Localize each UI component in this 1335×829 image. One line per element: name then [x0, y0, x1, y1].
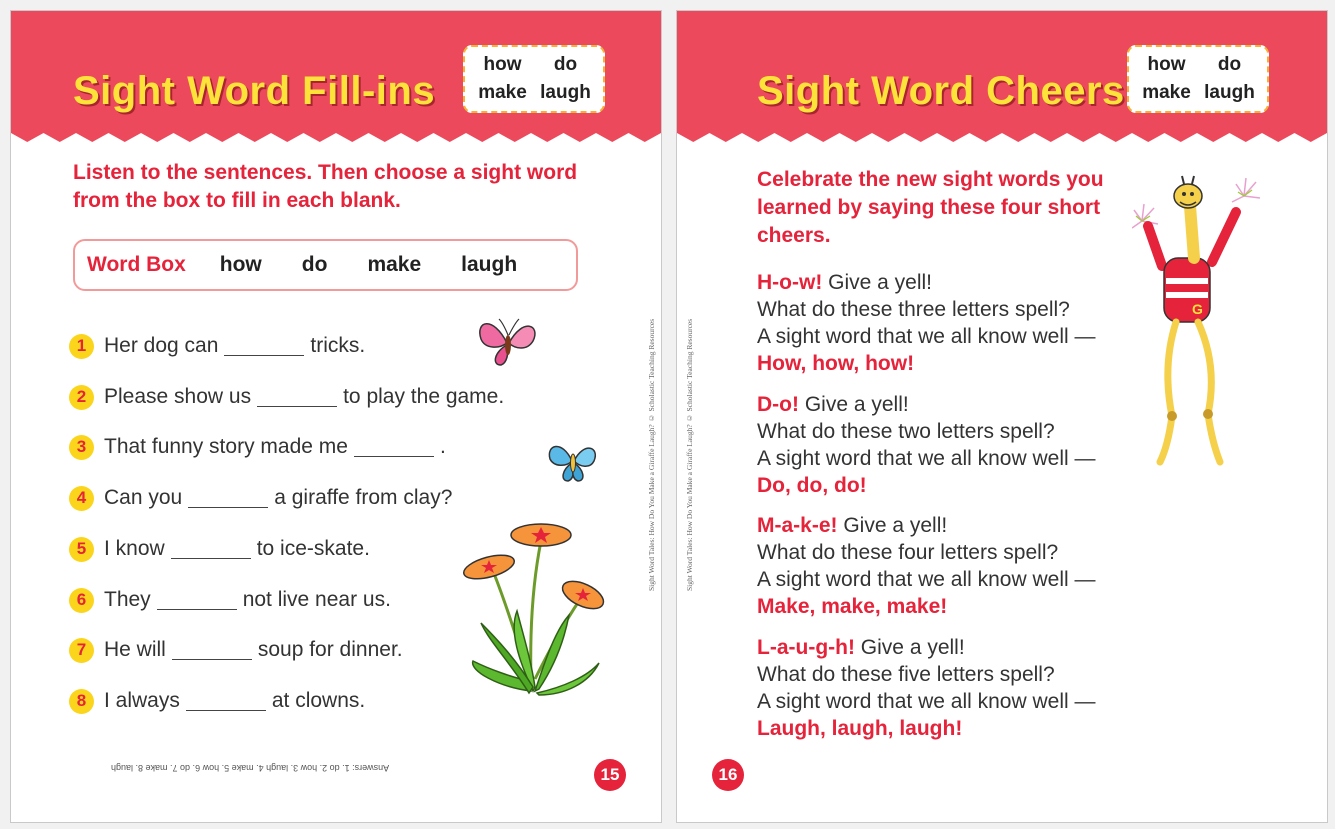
- page-title: Sight Word Cheers: [757, 69, 1125, 113]
- answer-blank[interactable]: [172, 641, 252, 660]
- cheer-text: What do these three letters spell?: [757, 298, 1070, 321]
- copyright-credit: Sight Word Tales: How Do You Make a Giraffe Laugh? © Scholastic Teaching Resources: [685, 318, 694, 591]
- answer-key: Answers: 1. do 2. how 3. laugh 4. make 5. how 6. do 7. make 8. laugh: [111, 763, 390, 773]
- sight-word-tag: [463, 45, 605, 113]
- word-box-word: make: [367, 253, 422, 276]
- butterfly-illustration: [473, 313, 543, 371]
- answer-blank[interactable]: [171, 540, 251, 559]
- sentence-item: [69, 585, 391, 615]
- cheer-text: A sight word that we all know well —: [757, 447, 1096, 470]
- answer-blank[interactable]: [188, 489, 268, 508]
- cheer-answer: Make, make, make!: [757, 595, 948, 618]
- page-number: 16: [712, 759, 744, 791]
- cheer-answer: How, how, how!: [757, 352, 915, 375]
- sentence-text: I always: [104, 689, 180, 712]
- copyright-credit: Sight Word Tales: How Do You Make a Giraffe Laugh? © Scholastic Teaching Resources: [647, 318, 656, 591]
- sentence-text: soup for dinner.: [257, 638, 403, 661]
- cheer-verse: [757, 512, 1095, 620]
- sentence-number: 7: [69, 638, 94, 663]
- butterfly-illustration: [544, 435, 600, 487]
- word-box-label: Word Box: [87, 253, 186, 276]
- sentence-item: [69, 382, 504, 412]
- sentence-item: [69, 686, 365, 716]
- cheer-spelling: M-a-k-e!: [757, 514, 838, 537]
- cheer-answer: Laugh, laugh, laugh!: [757, 717, 963, 740]
- sentence-text: to play the game.: [343, 385, 505, 408]
- sentence-text: to ice-skate.: [256, 537, 370, 560]
- word-box-word: how: [219, 253, 262, 276]
- sentence-text: Her dog can: [104, 334, 219, 357]
- sentence-item: [69, 331, 365, 361]
- sentence-text: That funny story made me: [104, 435, 348, 458]
- cheer-text: A sight word that we all know well —: [757, 325, 1096, 348]
- cheer-spelling: L-a-u-g-h!: [757, 636, 855, 659]
- word-box-word: do: [301, 253, 328, 276]
- answer-blank[interactable]: [157, 591, 237, 610]
- cheer-text: What do these four letters spell?: [757, 541, 1059, 564]
- sentence-text: a giraffe from clay?: [274, 486, 453, 509]
- sentence-number: 8: [69, 689, 94, 714]
- answer-blank[interactable]: [224, 337, 304, 356]
- sentence-number: 5: [69, 537, 94, 562]
- page-number: 15: [594, 759, 626, 791]
- sentence-item: [69, 534, 370, 564]
- sentence-number: 3: [69, 435, 94, 460]
- sentence-text: not live near us.: [242, 588, 391, 611]
- sentence-text: Please show us: [104, 385, 252, 408]
- tag-word: how: [1147, 54, 1186, 75]
- worksheet-page-left: [10, 10, 662, 823]
- cheer-text: Give a yell!: [822, 271, 933, 294]
- sentence-number: 6: [69, 588, 94, 613]
- tag-word: laugh: [1204, 82, 1255, 103]
- word-box: [73, 239, 578, 291]
- cheer-answer: Do, do, do!: [757, 474, 867, 497]
- word-box-word: laugh: [461, 253, 518, 276]
- tag-word: do: [553, 54, 578, 75]
- flower-plant-illustration: [459, 511, 609, 701]
- sentence-text: I know: [104, 537, 165, 560]
- answer-blank[interactable]: [186, 692, 266, 711]
- tag-word: laugh: [540, 82, 591, 103]
- sentence-text: He will: [104, 638, 166, 661]
- sentence-text: They: [104, 588, 151, 611]
- sentence-text: .: [439, 435, 446, 458]
- svg-text:G: G: [1192, 301, 1203, 317]
- cheer-verse: [757, 634, 1095, 742]
- giraffe-illustration: [1132, 166, 1272, 476]
- cheer-spelling: H-o-w!: [757, 271, 823, 294]
- cheer-text: Give a yell!: [837, 514, 948, 537]
- answer-blank[interactable]: [354, 438, 434, 457]
- tag-word: make: [478, 82, 527, 103]
- cheer-text: A sight word that we all know well —: [757, 568, 1096, 591]
- cheer-verse: [757, 391, 1095, 499]
- cheer-text: What do these two letters spell?: [757, 420, 1055, 443]
- sentence-text: at clowns.: [271, 689, 366, 712]
- sentence-text: tricks.: [310, 334, 366, 357]
- instructions: Celebrate the new sight words you learned by saying these four short cheers.: [757, 168, 1104, 247]
- sentence-number: 1: [69, 334, 94, 359]
- cheer-verse: [757, 269, 1095, 377]
- tag-word: do: [1217, 54, 1242, 75]
- tag-word: make: [1142, 82, 1191, 103]
- sentence-item: [69, 432, 446, 462]
- sentence-item: [69, 483, 452, 513]
- sight-word-tag: [1127, 45, 1269, 113]
- sentence-number: 2: [69, 385, 94, 410]
- cheer-spelling: D-o!: [757, 393, 799, 416]
- cheer-text: A sight word that we all know well —: [757, 690, 1096, 713]
- sentence-text: Can you: [104, 486, 183, 509]
- cheer-text: Give a yell!: [798, 393, 909, 416]
- instructions: Listen to the sentences. Then choose a sight word from the box to fill in each blank.: [73, 161, 578, 212]
- worksheet-page-right: [676, 10, 1328, 823]
- cheer-text: Give a yell!: [854, 636, 965, 659]
- cheer-text: What do these five letters spell?: [757, 663, 1055, 686]
- sentence-number: 4: [69, 486, 94, 511]
- tag-word: how: [483, 54, 522, 75]
- answer-blank[interactable]: [257, 388, 337, 407]
- sentence-item: [69, 635, 403, 665]
- page-title: Sight Word Fill-ins: [73, 69, 436, 113]
